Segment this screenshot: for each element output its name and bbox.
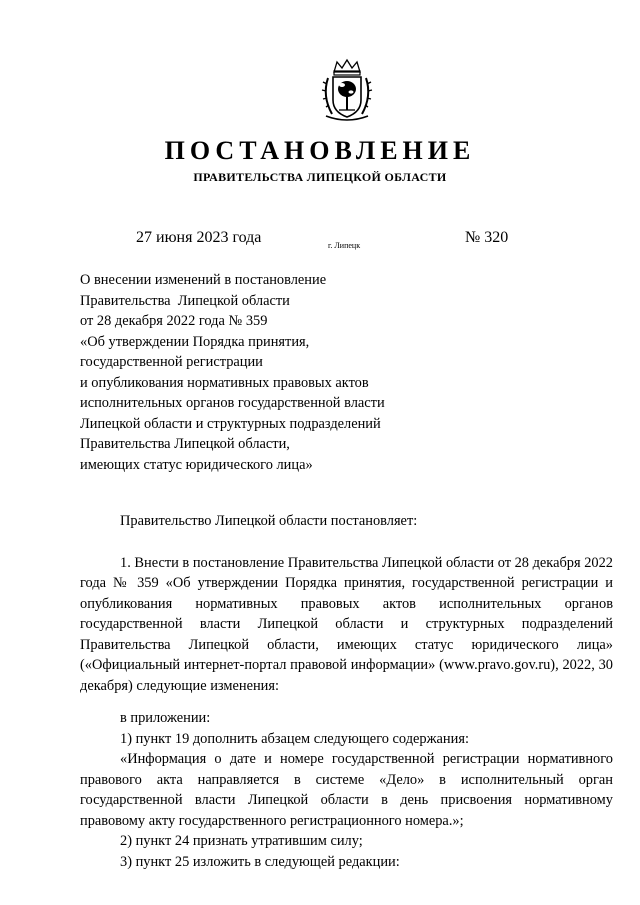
subject-line: и опубликования нормативных правовых актов xyxy=(80,374,369,391)
document-type-title: ПОСТАНОВЛЕНИЕ xyxy=(164,136,476,165)
subject-line: Правительства Липецкой области xyxy=(80,292,290,309)
coat-of-arms-icon xyxy=(318,58,376,122)
item-1-paragraph: 1. Внести в постановление Правительства Липецкой области от 28 декабря 2022 года № 359 «Об утверждении Порядка принятия, государственной регистрации и опубликования нормативных правовых актов исполнительных органов государственной власти Липецкой области и структурных подразделений Правительства Липецкой области, имеющих статус юридического лица» («Официальный интернет-портал правовой информации» (www.pravo.gov.ru), 2022, 30 декабря) следующие изменения: xyxy=(80,554,613,694)
document-place: г. Липецк xyxy=(328,241,361,250)
subject-line: «Об утверждении Порядка принятия, xyxy=(80,333,310,350)
issuer-title: ПРАВИТЕЛЬСТВА ЛИПЕЦКОЙ ОБЛАСТИ xyxy=(193,170,447,184)
quote-paragraph: «Информация о дате и номере государственной регистрации нормативного правового акта направляется в системе «Дело» в исполнительный орган государственной власти Липецкой области в день присвоения нормативному правовому акту государственного регистрационного номера.»; xyxy=(80,751,613,829)
subitem-3-paragraph: 3) пункт 25 изложить в следующей редакции: xyxy=(120,853,400,870)
document-number: № 320 xyxy=(465,229,509,246)
subject-line: от 28 декабря 2022 года № 359 xyxy=(80,313,268,329)
document-body xyxy=(80,511,613,872)
subject-line: имеющих статус юридического лица» xyxy=(80,456,313,473)
subject-line: О внесении изменений в постановление xyxy=(80,272,327,288)
subject-line: государственной регистрации xyxy=(80,354,263,370)
document-date: 27 июня 2023 года xyxy=(136,229,262,246)
subject-line: Липецкой области и структурных подразделений xyxy=(80,415,381,432)
document-subject xyxy=(80,270,440,475)
subitem-1-paragraph: 1) пункт 19 дополнить абзацем следующего содержания: xyxy=(120,730,469,747)
in-appendix-paragraph: в приложении: xyxy=(120,710,211,726)
subitem-2-paragraph: 2) пункт 24 признать утратившим силу; xyxy=(120,833,363,849)
subject-line: Правительства Липецкой области, xyxy=(80,436,290,452)
preamble-paragraph: Правительство Липецкой области постановляет: xyxy=(120,513,418,529)
subject-line: исполнительных органов государственной власти xyxy=(80,395,385,411)
